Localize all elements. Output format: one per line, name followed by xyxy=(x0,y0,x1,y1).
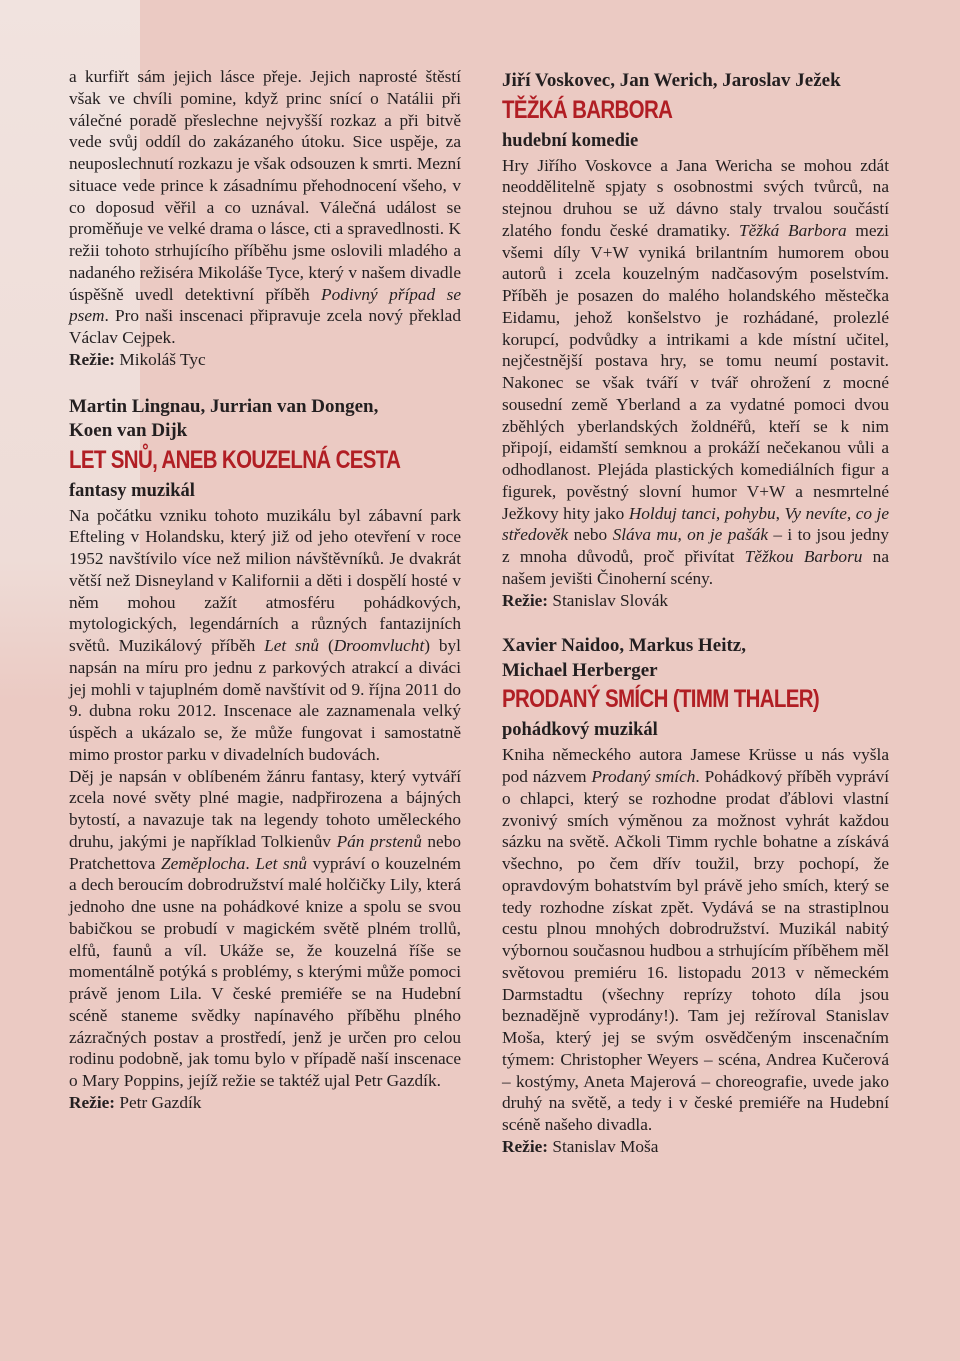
director-label: Režie: xyxy=(69,349,116,369)
intro-text: a kurfiřt sám jejich lásce přeje. Jejich naprosté štěstí však ve chvíli pomine, když princ snící o Natálii při válečné poradě přeslechne nejvyšší rozkaz a při bitvě vede svůj oddíl do zakázaného útoku. Sice uspěje, za neuposlechnutí rozkazu je však odsouzen k smrti. Mezní situace vede prince k zásadnímu přehodnocení všeho, v co doposud věřil a co uznával. Válečná událost se proměňuje ve velké drama o lásce, cti a spravedlnosti. K režii tohoto strhujícího příběhu jsme oslovili mladého a nadaného režiséra Mikoláše Tyce, který v našem divadle úspěšně uvedl detektivní příběh xyxy=(69,67,461,304)
text-run: nebo xyxy=(568,525,613,545)
show-authors xyxy=(502,634,889,683)
director-line xyxy=(502,1136,889,1158)
show-title: PRODANÝ SMÍCH (TIMM THALER) xyxy=(502,685,820,714)
italic-title: Těžká Barbora xyxy=(738,220,847,240)
text-run: Kniha německého autora Jamese Krüsse u nás vyšla pod názvem xyxy=(502,745,889,786)
italic-title: Pán prstenů xyxy=(336,831,422,851)
show-genre: fantasy muzikál xyxy=(69,480,195,501)
text-run: . xyxy=(245,853,256,873)
show-genre: hudební komedie xyxy=(502,130,639,151)
director-label: Režie: xyxy=(502,590,549,610)
text-run: . Pohádkový příběh vypráví o chlapci, který se rozhodne prodat ďáblovi vlastní zvonivý smích výměnou za možnost vyhrát každou sázku na světě. Ačkoli Timm rychle bohatne a získává všechno, po čem dřív toužil, brzy pochopí, že opravdovým bohatstvím byl právě jeho smích, který se tedy rozhodne získat zpět. Vydává se na strastiplnou cestu plnou mnohých dobrodružství. Muzikál nabitý výbornou současnou hudbou a strhujícím příběhem měl světovou premiéru 16. listopadu 2013 v německém Darmstadtu (všechny reprízy tohoto díla jsou beznadějně vyprodány!). Tam jej režíroval Stanislav Moša, který jej se svým osvědčeným inscenačním týmem: Christopher Weyers – scéna, Andrea Kučerová – kostýmy, Aneta Majerová – choreografie, uvede jako druhý na světě, a tedy i v české premiéře na Hudební scéně našeho divadla. xyxy=(502,767,890,1134)
text-run: nebo Pratchettova xyxy=(69,831,461,873)
show-paragraph-2 xyxy=(69,766,461,1092)
text-run: – i to jsou jedny z mnoha důvodů, proč přivítat xyxy=(502,525,890,566)
italic-title: Holduj tanci, pohybu xyxy=(628,503,776,523)
intro-paragraph xyxy=(69,66,461,349)
show-title: LET SNŮ, ANEB KOUZELNÁ CESTA xyxy=(69,445,401,474)
show-paragraph xyxy=(502,155,889,590)
italic-title: Těžkou Barboru xyxy=(744,547,863,566)
italic-title: Let snů xyxy=(264,636,320,655)
italic-title: Prodaný smích xyxy=(591,767,696,786)
show-genre: pohádkový muzikál xyxy=(502,720,658,741)
italic-title: Sláva mu, on je pašák xyxy=(612,525,769,545)
director-name: Mikoláš Tyc xyxy=(115,349,206,369)
authors-line-1: Xavier Naidoo, Markus Heitz, xyxy=(502,635,746,657)
authors-line-2: Michael Herberger xyxy=(502,659,658,681)
italic-title: Vy nevíte, co je středověk xyxy=(502,503,889,545)
text-run: ( xyxy=(319,636,334,655)
text-run: na našem jevišti Činoherní scény. xyxy=(502,547,889,588)
text-run: Na počátku vzniku tohoto muzikálu byl zábavní park Efteling v Holandsku, který již od jeho otevření v roce 1952 navštívilo více než milion návštěvníků. Je dvakrát větší než Disneyland v Kalifornii a děti i dospělí hosté v něm mohou zažít atmosféru pohádkových, mytologických, legendárních a různých fantazijních světů. Muzikálový příběh xyxy=(69,505,461,655)
spacer xyxy=(502,611,889,634)
show-paragraph xyxy=(502,744,889,1136)
director-label: Režie: xyxy=(502,1136,549,1156)
italic-title: Zeměplocha xyxy=(160,853,246,873)
director-line xyxy=(502,590,889,612)
director-name: Stanislav Moša xyxy=(548,1136,659,1156)
text-run: Děj je napsán v oblíbeném žánru fantasy, který vytváří zcela nové světy plné magie, nadpřirozena a bájných bytostí, a navazuje tak na legendy tohoto uměleckého druhu, jakými je například Tolkienův xyxy=(69,766,461,851)
show-title: TĚŽKÁ BARBORA xyxy=(502,95,673,124)
authors-line-1: Martin Lingnau, Jurrian van Dongen, xyxy=(69,395,379,417)
spacer xyxy=(69,371,461,395)
show-paragraph-1 xyxy=(69,505,461,766)
show-authors xyxy=(69,395,461,444)
director-name: Stanislav Slovák xyxy=(548,590,669,610)
text-run: , xyxy=(775,503,785,523)
intro-tail: . Pro naši inscenaci připravuje zcela nový překlad Václav Cejpek. xyxy=(69,306,461,347)
italic-title: Droomvlucht xyxy=(333,636,425,655)
intro-italic-title: Podivný případ se psem xyxy=(69,284,461,326)
right-column xyxy=(502,69,889,1158)
director-line xyxy=(69,349,461,371)
authors-line-2: Koen van Dijk xyxy=(69,420,188,441)
text-run: Hry Jiřího Voskovce a Jana Wericha se mohou zdát neoddělitelně spjaty s osobnostmi svých tvůrců, na stejnou druhou se už dávno staly trvalou součástí zlatého fondu české dramatiky. xyxy=(502,155,889,240)
text-run: ) byl napsán na míru pro jednu z parkových atrakcí a diváci jej mohli v tajuplném domě navštívit od 9. října 2011 do 9. dubna roku 2012. Inscenace ale zaznamenala velký úspěch a ukázalo se, že může fungovat i samostatně mimo prostor parku v divadelních budovách. xyxy=(69,636,461,764)
director-name: Petr Gazdík xyxy=(115,1092,202,1112)
text-run: vypráví o kouzelném a dech beroucím dobrodružství malé holčičky Lily, která jednoho dne usne na pohádkové knize a spolu se svou babičkou se probudí v magickém světě plném trollů, elfů, faunů a víl. Ukáže se, že kouzelná říše se momentálně potýká s problémy, s kterými může pomoci právě jenom Lila. V české premiéře se na Hudební scéně staneme svědky napínavého příběhu plného zázračných postav a prostředí, jenž je určen pro celou rodinu podobně, jak tomu bylo v případě naší inscenace o Mary Poppins, jejíž režie se taktéž ujal Petr Gazdík. xyxy=(69,853,461,1090)
show-authors: Jiří Voskovec, Jan Werich, Jaroslav Ježek xyxy=(502,70,841,91)
director-line xyxy=(69,1092,461,1114)
italic-title: Let snů xyxy=(255,853,307,873)
left-column xyxy=(69,66,461,1114)
director-label: Režie: xyxy=(69,1092,116,1112)
text-run: mezi všemi díly V+W vyniká brilantním humorem obou autorů i zcela kouzelným nadčasovým poselstvím. Příběh je posazen do malého holandského městečka Eidamu, jehož konšelstvo je rozhádané, prolezlé korupcí, podvůdky a intrikami a kde místní učitel, nejčestnější postava hry, se tomu neumí postavit. Nakonec se však tváří v tvář ohrožení z mocné sousední země Yberland a za vydatné pomoci dvou zběhlých yberlandských žoldnéřů, kteří se k nim připojí, eidamští semknou a prokáží nečekanou vůli a odhodlanost. Plejáda plastických komediálních figur a figurek, pověstný slovní humor V+W a nesmrtelné Ježkovy hity jako xyxy=(502,220,889,523)
